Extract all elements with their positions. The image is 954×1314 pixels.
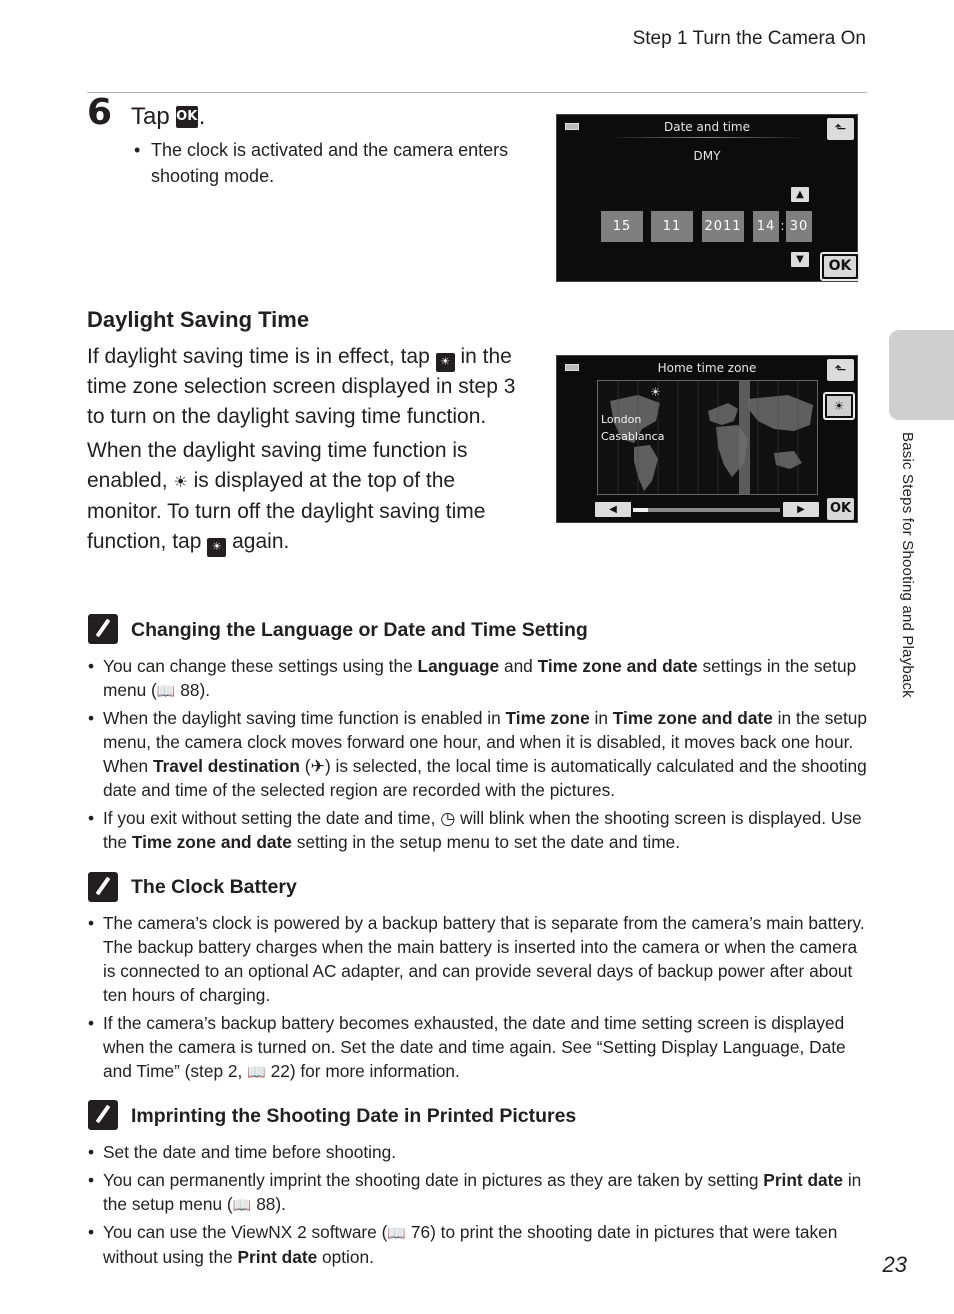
ok-button-label: OK [824,256,856,277]
note-bullet: • When the daylight saving time function is enabled in Time zone in Time zone and date in the setup menu, the camera clock moves forward one hour, and when it is disabled, it moves back one hour. When Travel destination (✈) is selected, the local time is automatically calculated and the shooting date and time of the selected region are recorded with the pictures. [103,706,868,802]
up-arrow-icon[interactable]: ▲ [791,187,809,202]
note-icon [88,1100,118,1130]
down-arrow-icon[interactable]: ▼ [791,252,809,267]
note-icon [88,614,118,644]
note-title: Imprinting the Shooting Date in Printed Pictures [131,1105,577,1127]
note-bullet: • The camera’s clock is powered by a backup battery that is separate from the camera’s main battery. The backup battery charges when the main battery is inserted into the camera or when the camera is connected to an optional AC adapter, and can provide several days of backup power after about ten hours of charging. [103,911,868,1007]
minute-field[interactable]: 30 [786,211,812,242]
step-title-suffix: . [198,103,206,130]
book-icon: 📖 [232,1196,252,1214]
book-icon: 📖 [387,1224,407,1242]
screen-title: Home time zone [657,361,757,375]
paragraph-text: again. [232,529,290,553]
screen-title: Date and time [664,120,750,134]
note-bullet: • You can use the ViewNX 2 software (📖 76) to print the shooting date in pictures that were taken without using the Print date option. [103,1220,868,1269]
ok-button[interactable]: OK [827,498,854,520]
slider-fill [633,508,648,512]
airplane-icon: ✈ [310,756,325,776]
daylight-paragraph-2 [87,436,532,557]
back-icon[interactable]: ⬑ [827,118,854,140]
left-arrow-icon[interactable]: ◀ [595,502,631,517]
paragraph-text: is displayed at the top of the monitor. To turn off the daylight saving time function, tap [87,468,486,553]
step-bullet: • The clock is activated and the camera enters shooting mode. [131,137,531,189]
note-bullet: • If the camera’s backup battery becomes exhausted, the date and time setting screen is displayed when the camera is turned on. Set the date and time again. See “Setting Display Language, Date and Time” (step 2, 📖 22) for more information. [103,1011,868,1084]
home-time-zone-screen [556,355,858,523]
city-label: London [601,413,642,426]
paragraph-text: in the time zone selection screen displayed in step 3 to turn on the daylight saving time function. [87,345,516,428]
running-header: Step 1 Turn the Camera On [632,28,866,49]
title-underline [607,137,807,138]
step-title [131,103,205,131]
date-format-label[interactable]: DMY [693,149,721,163]
paragraph-text: If daylight saving time is in effect, tap [87,345,430,368]
chapter-tab-label: Basic Steps for Shooting and Playback [899,432,916,698]
daylight-saving-indicator-icon: ☀ [173,473,188,491]
selected-time-zone-band [739,381,750,495]
daylight-saving-icon: ☀ [827,396,851,416]
note-icon [88,872,118,902]
book-icon: 📖 [156,682,176,700]
year-field[interactable]: 2011 [702,211,744,242]
daylight-saving-icon: ☀ [436,353,455,372]
daylight-paragraph-1 [87,342,532,431]
note-bullet: • You can permanently imprint the shooting date in pictures as they are taken by setting Print date in the setup menu (📖 88). [103,1168,868,1217]
time-separator: : [780,219,785,234]
note-title: The Clock Battery [131,876,297,898]
page-number: 23 [882,1252,907,1277]
note-bullet: • Set the date and time before shooting. [103,1140,868,1164]
ok-icon: OK [176,106,198,128]
date-time-screen [556,114,858,282]
daylight-saving-icon: ☀ [207,538,226,557]
day-field[interactable]: 15 [601,211,643,242]
battery-icon [565,123,579,130]
world-map[interactable] [597,380,818,495]
note-bullet: • You can change these settings using the Language and Time zone and date settings in the setup menu (📖 88). [103,654,868,703]
step-title-prefix: Tap [131,103,170,130]
back-icon[interactable]: ⬑ [827,359,854,381]
section-heading: Daylight Saving Time [87,307,310,332]
paragraph-text: When the daylight saving time function is enabled, [87,439,468,492]
clock-blink-icon: ◷ [440,808,456,828]
time-zone-slider[interactable] [633,508,780,512]
daylight-saving-indicator-icon: ☀ [650,385,661,399]
daylight-saving-button[interactable] [823,392,855,420]
month-field[interactable]: 11 [651,211,693,242]
city-label: Casablanca [601,430,665,443]
header-divider [87,92,867,93]
hour-field[interactable]: 14 [753,211,779,242]
step-number: 6 [87,92,113,133]
chapter-tab [889,330,954,420]
ok-button[interactable] [820,252,860,281]
note-title: Changing the Language or Date and Time Setting [131,619,588,641]
book-icon: 📖 [247,1063,266,1081]
note-bullet: • If you exit without setting the date and time, ◷ will blink when the shooting screen is displayed. Use the Time zone and date setting in the setup menu to set the date and time. [103,806,868,854]
battery-icon [565,364,579,371]
right-arrow-icon[interactable]: ▶ [783,502,819,517]
